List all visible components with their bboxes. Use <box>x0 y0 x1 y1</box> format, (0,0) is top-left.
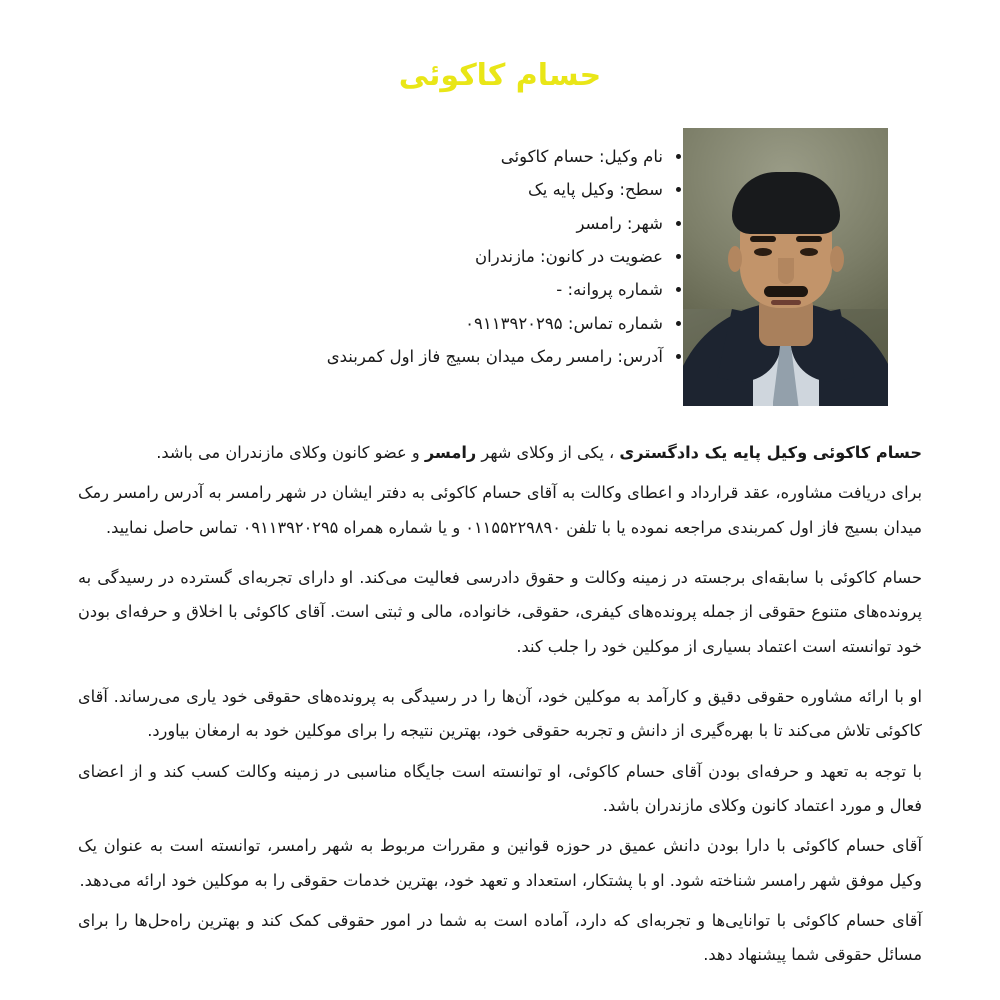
page-title: حسام کاکوئی <box>398 58 602 93</box>
bio-paragraph-1: حسام کاکوئی با سابقه‌ای برجسته در زمینه وکالت و حقوق دادرسی فعالیت می‌کند. او دارای تجربه‌ای گسترده در رسیدگی به پرونده‌های متنوع حقوقی از جمله پرونده‌های کیفری، حقوقی، خانواده، مالی و ثبتی است. آقای کاکوئی با اخلاق و حرفه‌ای بودن خود توانسته است اعتماد بسیاری از موکلین خود را جلب کند. <box>78 568 922 656</box>
bio-paragraph-4: آقای حسام کاکوئی با دارا بودن دانش عمیق در حوزه قوانین و مقررات مربوط به شهر رامسر، توانسته است به عنوان یک وکیل موفق شهر رامسر شناخته شود. او با پشتکار، استعداد و تعهد خود، بهترین خدمات حقوقی را به موکلین خود ارائه می‌دهد. <box>78 836 922 890</box>
portrait-container <box>683 116 888 406</box>
intro-rest: ، یکی از وکلای شهر <box>476 443 620 462</box>
photo-eye-right <box>800 248 818 256</box>
page-header <box>0 0 1000 116</box>
lawyer-portrait-photo <box>683 128 888 406</box>
photo-nose <box>778 258 794 284</box>
biography-section <box>78 436 922 973</box>
bio-paragraph-2: او با ارائه مشاوره حقوقی دقیق و کارآمد به موکلین خود، آن‌ها را در رسیدگی به پرونده‌های حقوقی خود یاری می‌رساند. آقای کاکوئی تلاش می‌کند تا با بهره‌گیری از دانش و تجربه حقوقی خود، بهترین نتیجه را برای موکلین خود به ارمغان بیاورد. <box>78 687 922 741</box>
list-item-bar-association: عضویت در کانون: مازندران <box>78 240 683 273</box>
page-content <box>0 116 1000 973</box>
profile-summary <box>78 116 922 406</box>
intro-paragraph <box>78 436 922 470</box>
contact-paragraph: برای دریافت مشاوره، عقد قرارداد و اعطای وکالت به آقای حسام کاکوئی به دفتر ایشان در شهر رامسر به آدرس رامسر رمک میدان بسیج فاز اول کمربندی مراجعه نموده یا با تلفن ۰۱۱۵۵۲۲۹۸۹۰ و یا شماره همراه ۰۹۱۱۳۹۲۰۲۹۵ تماس حاصل نمایید. <box>78 483 922 537</box>
list-item-level: سطح: وکیل پایه یک <box>78 173 683 206</box>
photo-mouth <box>771 300 801 305</box>
photo-ear-left <box>728 246 742 272</box>
photo-eyebrow-right <box>796 236 822 242</box>
photo-hair <box>732 172 840 234</box>
photo-eyebrow-left <box>750 236 776 242</box>
list-item-phone: شماره تماس: ۰۹۱۱۳۹۲۰۲۹۵ <box>78 307 683 340</box>
list-item-address: آدرس: رامسر رمک میدان بسیج فاز اول کمربندی <box>78 340 683 373</box>
photo-eye-left <box>754 248 772 256</box>
list-item-license-number: شماره پروانه: - <box>78 273 683 306</box>
list-item-city: شهر: رامسر <box>78 207 683 240</box>
intro-city: رامسر <box>424 443 477 462</box>
intro-strong-name: حسام کاکوئی وکیل پایه یک دادگستری <box>619 443 922 462</box>
photo-mustache <box>764 286 808 297</box>
intro-tail: و عضو کانون وکلای مازندران می باشد. <box>156 443 425 462</box>
list-item-name: نام وکیل: حسام کاکوئی <box>78 140 683 173</box>
bio-paragraph-5: آقای حسام کاکوئی با توانایی‌ها و تجربه‌ای که دارد، آماده است به شما در امور حقوقی کمک کند و بهترین راه‌حل‌ها را برای مسائل حقوقی شما پیشنهاد دهد. <box>78 911 922 965</box>
lawyer-details-list <box>78 140 683 373</box>
photo-ear-right <box>830 246 844 272</box>
bio-paragraph-3: با توجه به تعهد و حرفه‌ای بودن آقای حسام کاکوئی، او توانسته است جایگاه مناسبی در زمینه وکالت کسب کند و از اعضای فعال و مورد اعتماد کانون وکلای مازندران باشد. <box>78 761 922 816</box>
